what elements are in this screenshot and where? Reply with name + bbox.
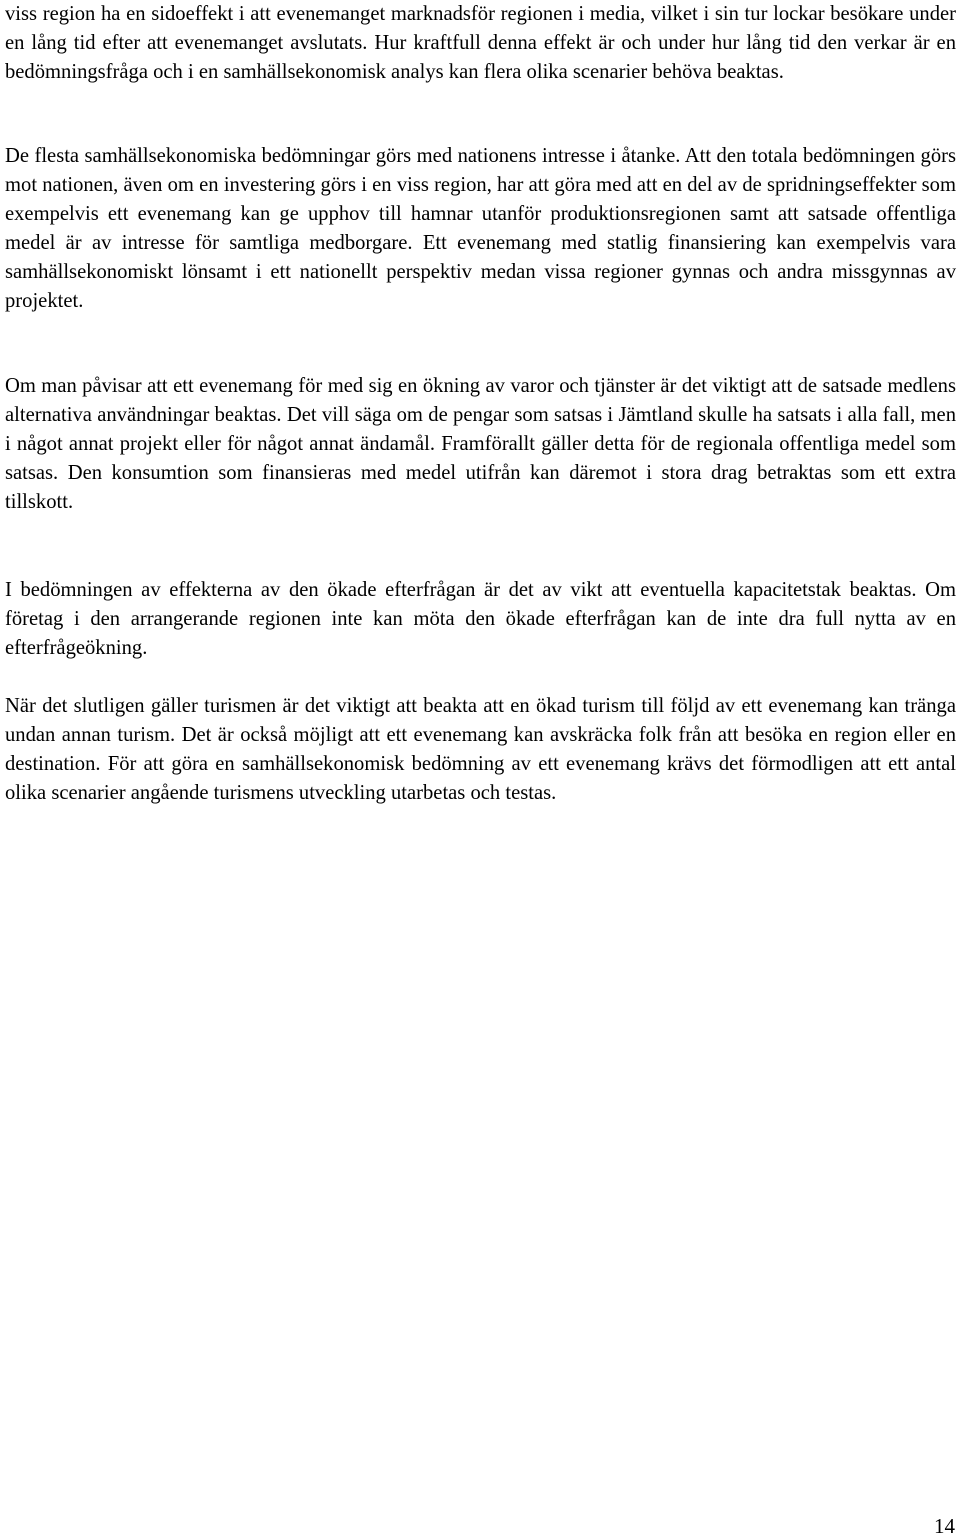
paragraph-3: Om man påvisar att ett evenemang för med sig en ökning av varor och tjänster är det viktigt att de satsade medlens alternativa användningar beaktas. Det vill säga om de pengar som satsas i Jämtland skulle ha satsats i alla fall, men i något annat projekt eller för något annat ändamål. Framförallt gäller detta för de regionala offentliga medel som satsas. Den konsumtion som finansieras med medel utifrån kan däremot i stora drag betraktas som ett extra tillskott. <box>5 375 956 513</box>
page-number: 14 <box>934 1514 955 1538</box>
paragraph-1: viss region ha en sidoeffekt i att evenemanget marknadsför regionen i media, vilket i sin tur lockar besökare under en lång tid efter att evenemanget avslutats. Hur kraftfull denna effekt är och under hur lång tid den verkar är en bedömningsfråga och i en samhällsekonomisk analys kan flera olika scenarier behöva beaktas. <box>5 3 956 83</box>
paragraph-4: I bedömningen av effekterna av den ökade efterfrågan är det av vikt att eventuella kapacitetstak beaktas. Om företag i den arrangerande regionen inte kan möta den ökade efterfrågan kan de inte dra full nytta av en efterfrågeökning. <box>5 579 956 659</box>
paragraph-5: När det slutligen gäller turismen är det viktigt att beakta att en ökad turism till följd av ett evenemang kan tränga undan annan turism. Det är också möjligt att ett evenemang kan avskräcka folk från att besöka en region eller en destination. För att göra en samhällsekonomisk bedömning av ett evenemang krävs det förmodligen att ett antal olika scenarier angående turismens utveckling utarbetas och testas. <box>5 695 956 804</box>
paragraph-2: De flesta samhällsekonomiska bedömningar görs med nationens intresse i åtanke. Att den totala bedömningen görs mot nationen, även om en investering görs i en viss region, har att göra med att en del av de spridningseffekter som exempelvis ett evenemang kan ge upphov till hamnar utanför produktionsregionen samt att satsade offentliga medel är av intresse för samtliga medborgare. Ett evenemang med statlig finansiering kan exempelvis vara samhällsekonomiskt lönsamt i ett nationellt perspektiv medan vissa regioner gynnas och andra missgynnas av projektet. <box>5 145 956 312</box>
